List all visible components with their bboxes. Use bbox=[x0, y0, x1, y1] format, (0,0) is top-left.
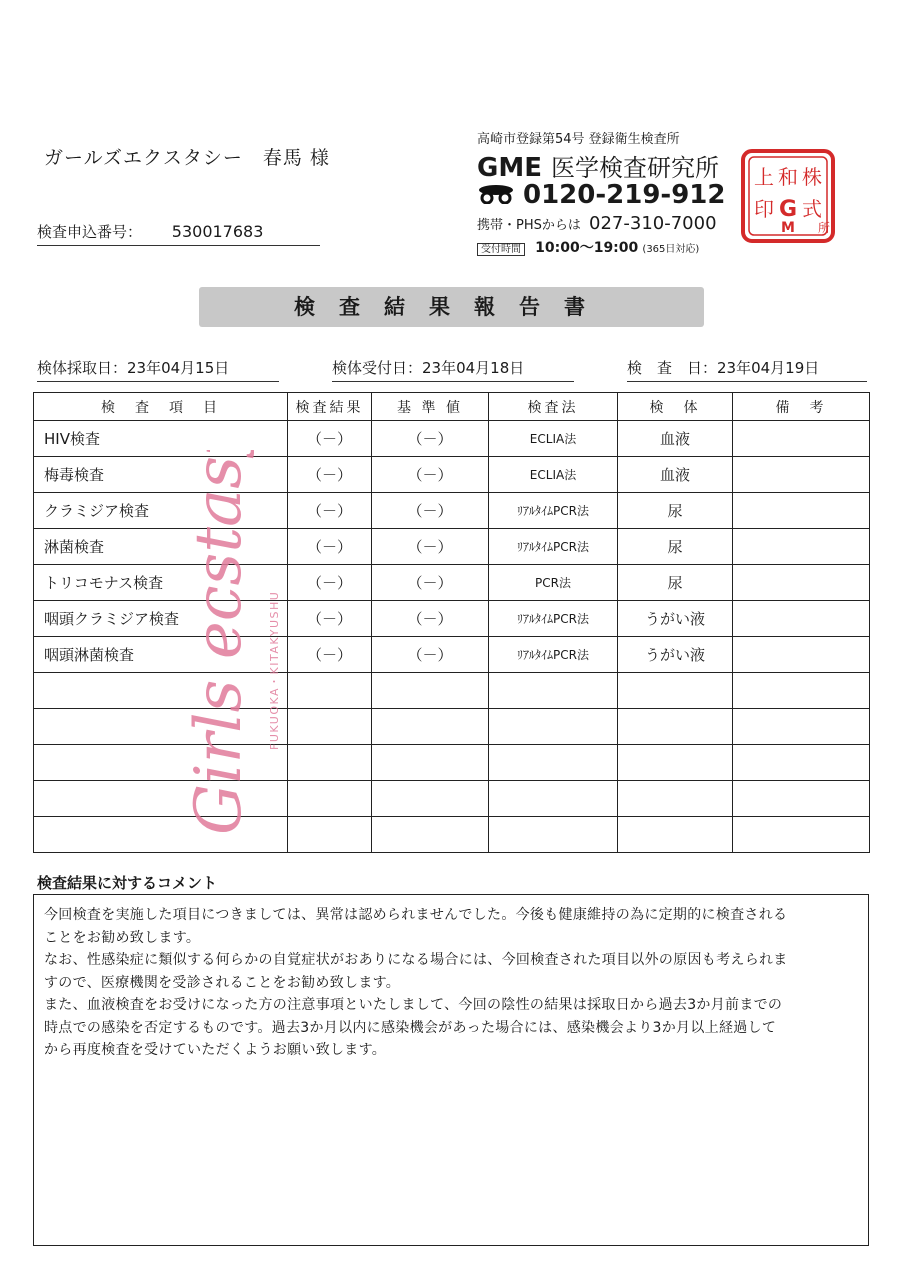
cell-result bbox=[288, 745, 372, 781]
cell-notes bbox=[733, 601, 870, 637]
cell-method bbox=[489, 709, 618, 745]
cell-method: ﾘｱﾙﾀｲﾑPCR法 bbox=[489, 529, 618, 565]
cell-result: （－） bbox=[288, 565, 372, 601]
results-table bbox=[33, 392, 870, 853]
svg-text:所: 所 bbox=[817, 221, 831, 235]
recipient-name: ガールズエクスタシー 春馬 様 bbox=[44, 147, 330, 169]
hours-value: 10:00～19:00 bbox=[535, 240, 639, 256]
cell-item: HIV検査 bbox=[34, 421, 288, 457]
cell-reference bbox=[372, 709, 489, 745]
cell-result: （－） bbox=[288, 421, 372, 457]
cell-method bbox=[489, 781, 618, 817]
cell-result: （－） bbox=[288, 457, 372, 493]
cell-notes bbox=[733, 457, 870, 493]
cell-method: ﾘｱﾙﾀｲﾑPCR法 bbox=[489, 601, 618, 637]
application-number-field bbox=[37, 221, 320, 246]
svg-text:M: M bbox=[781, 220, 795, 236]
cell-result bbox=[288, 673, 372, 709]
cell-specimen: 尿 bbox=[618, 493, 733, 529]
cell-specimen: 血液 bbox=[618, 421, 733, 457]
comment-box bbox=[33, 894, 869, 1246]
cell-reference: （－） bbox=[372, 565, 489, 601]
collection-date: 検体採取日：23年04月15日 bbox=[37, 357, 279, 382]
cell-result: （－） bbox=[288, 601, 372, 637]
svg-text:印: 印 bbox=[754, 197, 774, 221]
table-row bbox=[34, 817, 870, 853]
lab-hours bbox=[477, 237, 699, 257]
watermark-logo bbox=[178, 450, 298, 840]
cell-notes bbox=[733, 745, 870, 781]
cell-result: （－） bbox=[288, 493, 372, 529]
table-body bbox=[34, 421, 870, 853]
cell-item: 咽頭クラミジア検査 bbox=[34, 601, 288, 637]
freedial-icon bbox=[477, 181, 515, 211]
cell-notes bbox=[733, 637, 870, 673]
application-number-label: 検査申込番号： bbox=[37, 223, 143, 241]
cell-specimen bbox=[618, 709, 733, 745]
cell-specimen: うがい液 bbox=[618, 637, 733, 673]
comment-text: 今回検査を実施した項目につきましては、異常は認められませんでした。今後も健康維持の為に定期的に検査される ことをお勧め致します。 なお、性感染症に類似する何らかの自覚症状がおありになる場合には、今回検査された項目以外の原因も考えられま すので、医療機関を受診されることをお勧め致します。 また、血液検査をお受けになった方の注意事項といたしまして、今回の陰性の結果は採取日から過去3か月前までの 時点での感染を否定するものです。過去3か月以内に感染機会があった場合には、感染機会より3か月以上経過して から再度検査を受けていただくようお願い致します。 bbox=[44, 907, 788, 1058]
header-item: 検 査 項 目 bbox=[34, 393, 288, 421]
table-row bbox=[34, 637, 870, 673]
header-specimen: 検 体 bbox=[618, 393, 733, 421]
application-number-value: 530017683 bbox=[171, 222, 264, 241]
table-row bbox=[34, 601, 870, 637]
table-header-row bbox=[34, 393, 870, 421]
cell-result: （－） bbox=[288, 637, 372, 673]
cell-specimen: うがい液 bbox=[618, 601, 733, 637]
cell-notes bbox=[733, 565, 870, 601]
lab-name-jp: 医学検査研究所 bbox=[551, 154, 720, 182]
table-row bbox=[34, 673, 870, 709]
cell-specimen: 尿 bbox=[618, 565, 733, 601]
svg-text:和: 和 bbox=[778, 165, 798, 189]
cell-item: 梅毒検査 bbox=[34, 457, 288, 493]
cell-item: トリコモナス検査 bbox=[34, 565, 288, 601]
cell-reference: （－） bbox=[372, 421, 489, 457]
cell-method bbox=[489, 745, 618, 781]
svg-text:株: 株 bbox=[802, 165, 822, 189]
cell-method bbox=[489, 673, 618, 709]
cell-reference: （－） bbox=[372, 457, 489, 493]
table-row bbox=[34, 457, 870, 493]
lab-freedial bbox=[477, 180, 726, 211]
cell-result bbox=[288, 709, 372, 745]
cell-notes bbox=[733, 709, 870, 745]
mobile-label: 携帯・PHSからは bbox=[477, 218, 581, 233]
hours-note: (365日対応) bbox=[642, 244, 700, 255]
cell-result bbox=[288, 817, 372, 853]
cell-notes bbox=[733, 529, 870, 565]
cell-reference bbox=[372, 781, 489, 817]
cell-reference: （－） bbox=[372, 529, 489, 565]
cell-notes bbox=[733, 817, 870, 853]
cell-item: 淋菌検査 bbox=[34, 529, 288, 565]
header-notes: 備 考 bbox=[733, 393, 870, 421]
received-date: 検体受付日：23年04月18日 bbox=[332, 357, 574, 382]
cell-specimen bbox=[618, 781, 733, 817]
cell-reference: （－） bbox=[372, 493, 489, 529]
cell-specimen bbox=[618, 817, 733, 853]
comment-title: 検査結果に対するコメント bbox=[37, 874, 218, 892]
lab-mobile bbox=[477, 213, 717, 234]
cell-method: ECLIA法 bbox=[489, 421, 618, 457]
cell-specimen: 血液 bbox=[618, 457, 733, 493]
mobile-number: 027-310-7000 bbox=[589, 213, 717, 234]
svg-text:上: 上 bbox=[754, 165, 774, 189]
cell-reference bbox=[372, 817, 489, 853]
table-row bbox=[34, 781, 870, 817]
cell-notes bbox=[733, 781, 870, 817]
cell-result bbox=[288, 781, 372, 817]
cell-item: 咽頭淋菌検査 bbox=[34, 637, 288, 673]
hours-label: 受付時間 bbox=[477, 243, 525, 256]
lab-seal-stamp bbox=[740, 148, 836, 244]
freedial-number: 0120-219-912 bbox=[523, 180, 726, 210]
header-method: 検査法 bbox=[489, 393, 618, 421]
cell-method bbox=[489, 817, 618, 853]
table-row bbox=[34, 493, 870, 529]
header-reference: 基 準 値 bbox=[372, 393, 489, 421]
cell-reference: （－） bbox=[372, 637, 489, 673]
table-row bbox=[34, 421, 870, 457]
test-date: 検 査 日：23年04月19日 bbox=[627, 357, 867, 382]
cell-notes bbox=[733, 421, 870, 457]
watermark-sub: FUKUOKA・KITAKYUSHU bbox=[268, 590, 281, 750]
table-row bbox=[34, 529, 870, 565]
cell-item: クラミジア検査 bbox=[34, 493, 288, 529]
cell-specimen: 尿 bbox=[618, 529, 733, 565]
table-row bbox=[34, 745, 870, 781]
watermark-script: Girls ecstasy bbox=[182, 450, 256, 835]
cell-specimen bbox=[618, 745, 733, 781]
cell-reference bbox=[372, 673, 489, 709]
lab-name bbox=[477, 148, 719, 183]
svg-text:式: 式 bbox=[802, 197, 822, 221]
table-row bbox=[34, 709, 870, 745]
lab-brand: GME bbox=[477, 153, 542, 183]
cell-specimen bbox=[618, 673, 733, 709]
document-title: 検査結果報告書 bbox=[199, 287, 704, 327]
cell-method: ﾘｱﾙﾀｲﾑPCR法 bbox=[489, 493, 618, 529]
cell-reference: （－） bbox=[372, 601, 489, 637]
table-row bbox=[34, 565, 870, 601]
cell-notes bbox=[733, 493, 870, 529]
header-result: 検査結果 bbox=[288, 393, 372, 421]
cell-method: ECLIA法 bbox=[489, 457, 618, 493]
cell-notes bbox=[733, 673, 870, 709]
lab-registration: 高崎市登録第54号 登録衛生検査所 bbox=[477, 132, 680, 147]
cell-result: （－） bbox=[288, 529, 372, 565]
cell-reference bbox=[372, 745, 489, 781]
cell-method: ﾘｱﾙﾀｲﾑPCR法 bbox=[489, 637, 618, 673]
cell-method: PCR法 bbox=[489, 565, 618, 601]
svg-text:G: G bbox=[778, 197, 798, 222]
